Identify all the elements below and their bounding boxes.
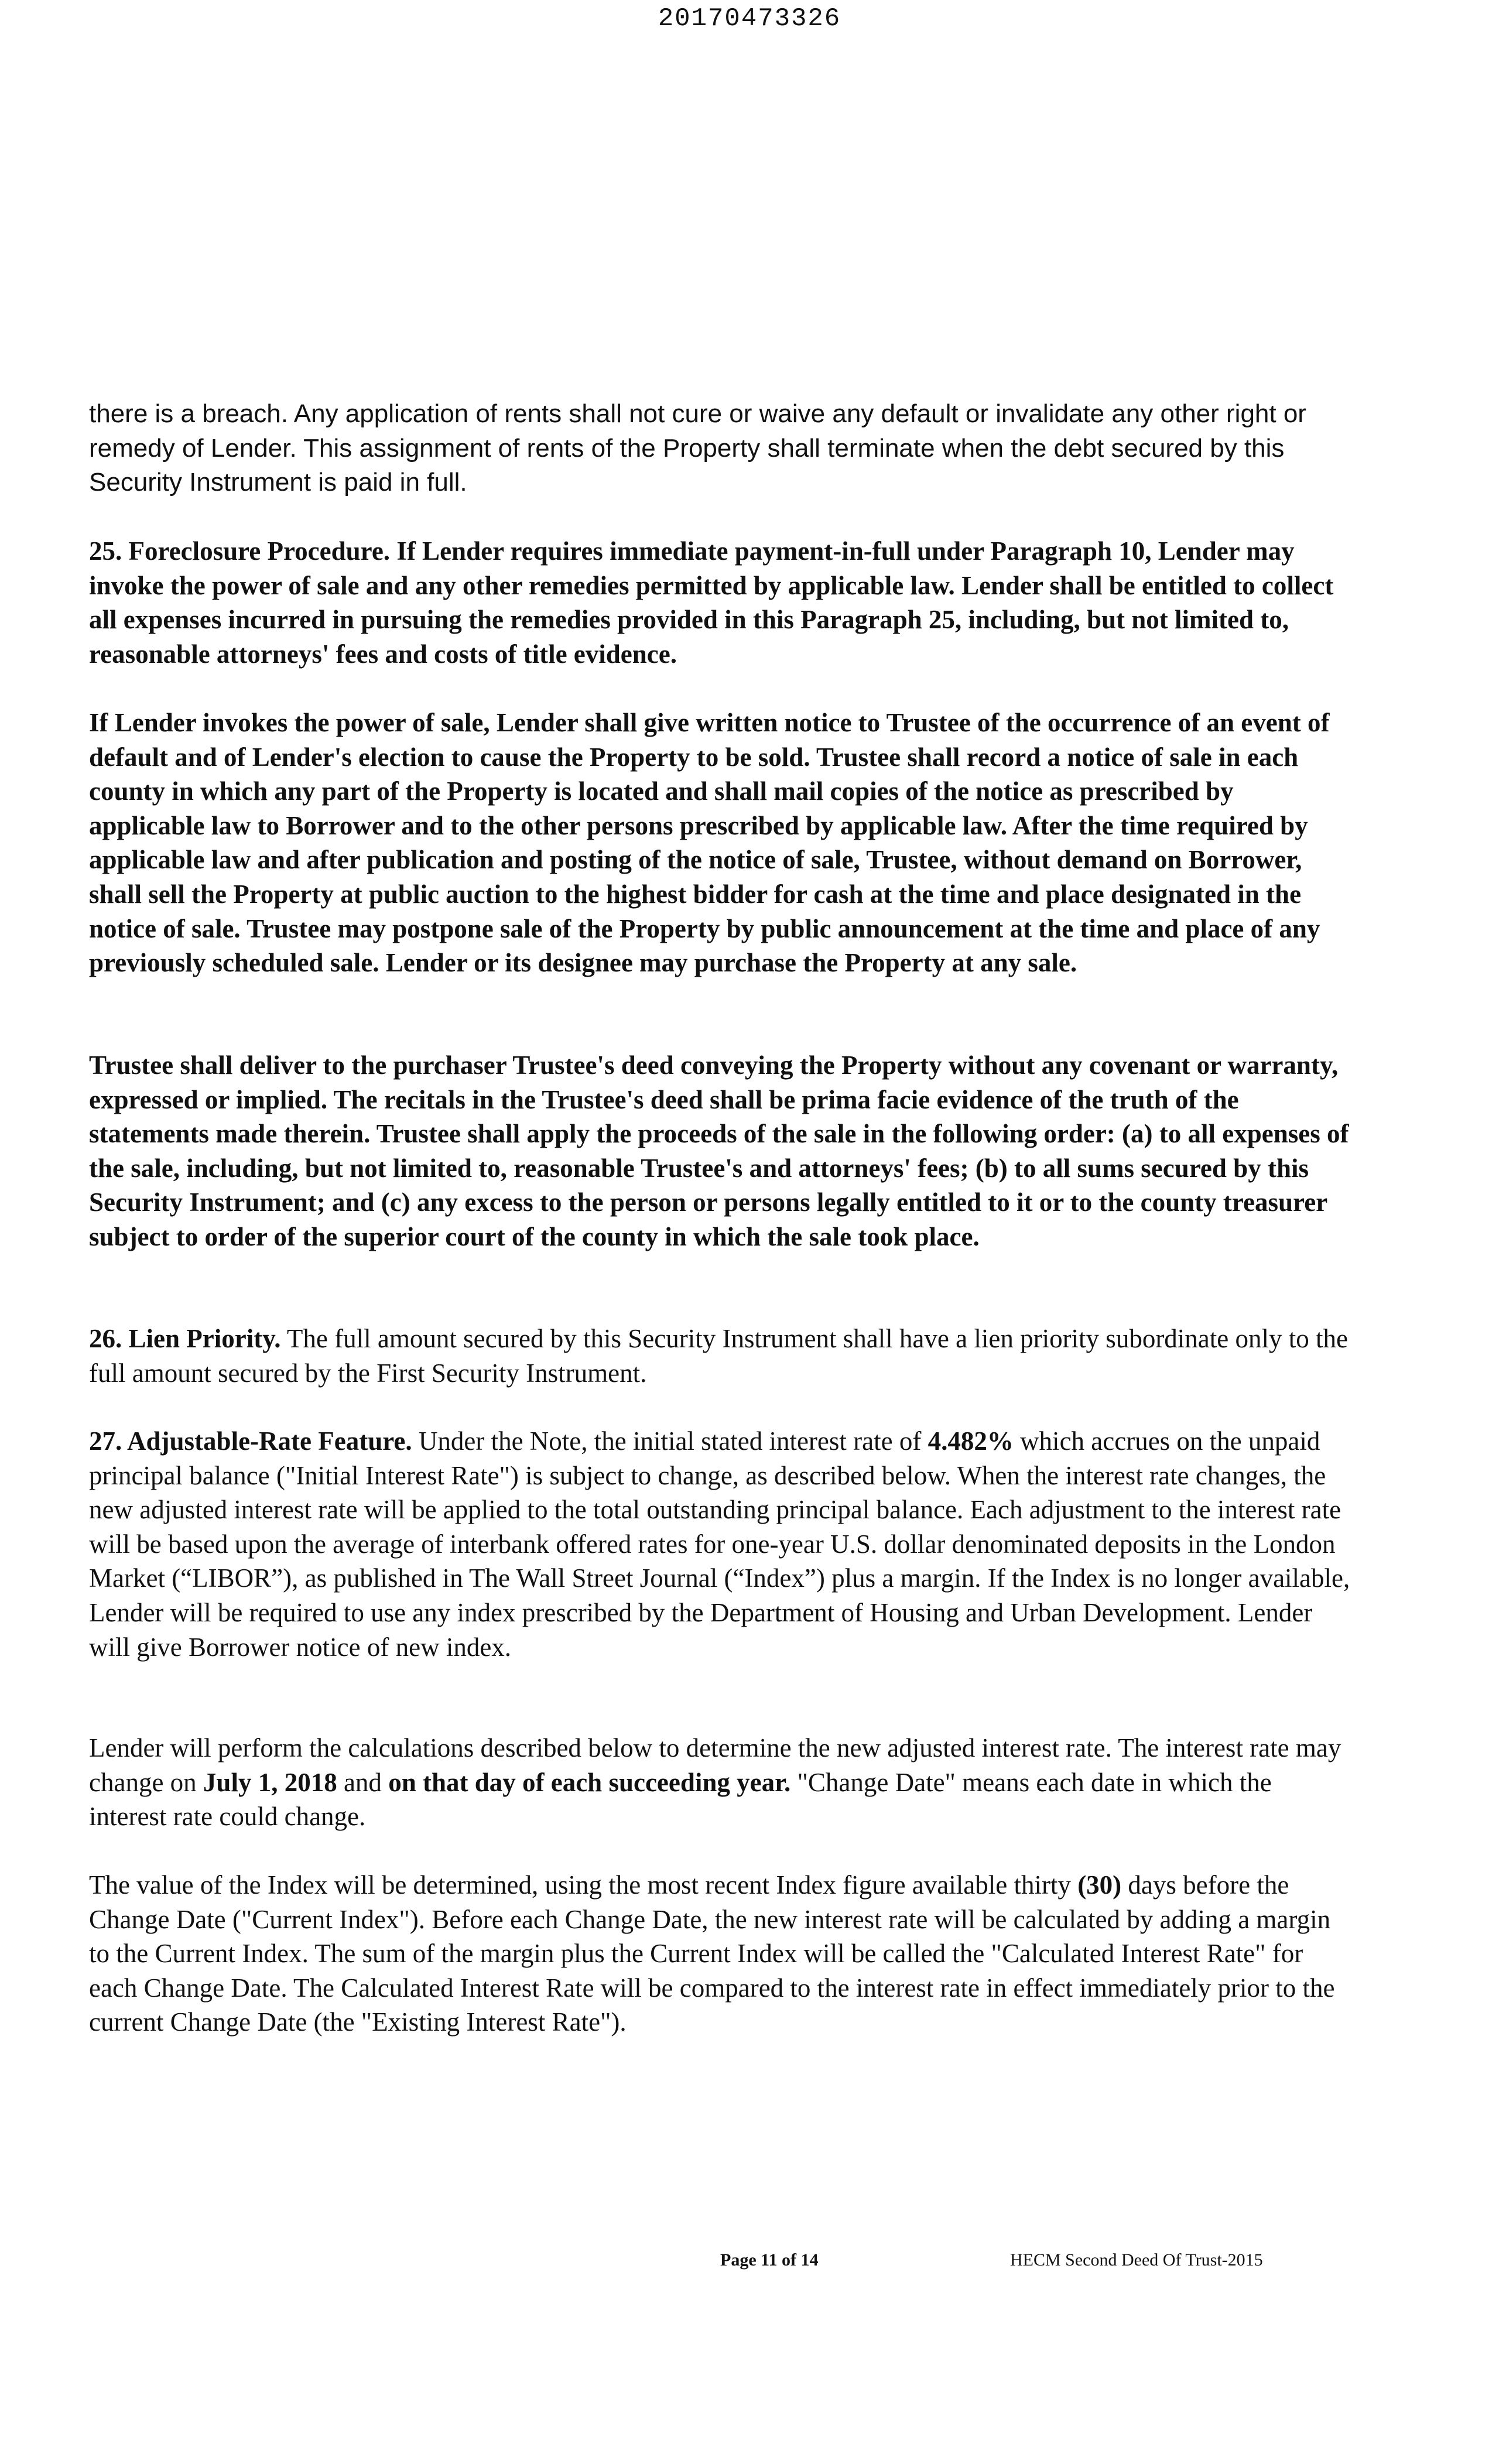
index-lookback-days: (30) [1077, 1870, 1122, 1900]
paragraph-rents-breach: there is a breach. Any application of rents shall not cure or waive any default or invalidate any other right or remedy of Lender. This assignment of rents of the Property shall terminate when the debt secured by this Security Instrument is paid in full. [89, 399, 1306, 497]
page-number: Page 11 of 14 [720, 2250, 819, 2270]
change-date-text-1: Lender will perform the calculations described below to determine the new adjusted interest rate. The interest rate may change on [89, 1733, 1341, 1797]
section-26-lien-priority [89, 1322, 1354, 1390]
document-number: 20170473326 [658, 4, 841, 33]
change-frequency: on that day of each succeeding year. [388, 1767, 791, 1797]
first-change-date: July 1, 2018 [203, 1767, 337, 1797]
section-25-heading: 25. Foreclosure Procedure. [89, 536, 391, 566]
paragraph-trustee-deed: Trustee shall deliver to the purchaser Trustee's deed conveying the Property without any covenant or warranty, expressed or implied. The recitals in the Trustee's deed shall be prima facie evidence of the truth of the statements made therein. Trustee shall apply the proceeds of the sale in the following order: (a) to all expenses of the sale, including, but not limited to, reasonable Trustee's and attorneys' fees; (b) to all sums secured by this Security Instrument; and (c) any excess to the person or persons legally entitled to it or to the county treasurer subject to order of the superior court of the county in which the sale took place. [89, 1050, 1349, 1251]
paragraph-change-date [89, 1731, 1354, 1834]
section-27-text-1: Under the Note, the initial stated interest rate of [418, 1426, 922, 1456]
section-25-text: If Lender requires immediate payment-in-full under Paragraph 10, Lender may invoke the power of sale and any other remedies permitted by applicable law. Lender shall be entitled to collect all expenses incurred in pursuing the remedies provided in this Paragraph 25, including, but not limited to, reasonable attorneys' fees and costs of title evidence. [89, 536, 1334, 669]
index-text-2: days before the Change Date ("Current Index"). Before each Change Date, the new interest rate will be calculated by adding a margin to the Current Index. The sum of the margin plus the Current Index will be called the "Calculated Interest Rate" for each Change Date. The Calculated Interest Rate will be compared to the interest rate in effect immediately prior to the current Change Date (the "Existing Interest Rate"). [89, 1870, 1335, 2037]
document-title-footer: HECM Second Deed Of Trust-2015 [1010, 2250, 1263, 2270]
section-27-text-2: which accrues on the unpaid principal balance ("Initial Interest Rate") is subject to change, as described below. When the interest rate changes, the new adjusted interest rate will be applied to the total outstanding principal balance. Each adjustment to the interest rate will be based upon the average of interbank offered rates for one-year U.S. dollar denominated deposits in the London Market (“LIBOR”), as published in The Wall Street Journal (“Index”) plus a margin. If the Index is no longer available, Lender will be required to use any index prescribed by the Department of Housing and Urban Development. Lender will give Borrower notice of new index. [89, 1426, 1350, 1662]
section-26-heading: 26. Lien Priority. [89, 1324, 281, 1353]
section-26-text: The full amount secured by this Security Instrument shall have a lien priority subordinate only to the full amount secured by the First Security Instrument. [89, 1324, 1348, 1388]
paragraph-power-of-sale: If Lender invokes the power of sale, Lender shall give written notice to Trustee of the occurrence of an event of default and of Lender's election to cause the Property to be sold. Trustee shall record a notice of sale in each county in which any part of the Property is located and shall mail copies of the notice as prescribed by applicable law to Borrower and to the other persons prescribed by applicable law. After the time required by applicable law and after publication and posting of the notice of sale, Trustee, without demand on Borrower, shall sell the Property at public auction to the highest bidder for cash at the time and place designated in the notice of sale. Trustee may postpone sale of the Property by public announcement at the time and place of any previously scheduled sale. Lender or its designee may purchase the Property at any sale. [89, 708, 1330, 978]
initial-interest-rate: 4.482% [928, 1426, 1014, 1456]
paragraph-index-value [89, 1868, 1354, 2039]
index-text-1: The value of the Index will be determined, using the most recent Index figure available thirty [89, 1870, 1071, 1900]
section-27-heading: 27. Adjustable-Rate Feature. [89, 1426, 412, 1456]
section-27-adjustable-rate [89, 1424, 1354, 1664]
change-date-text-2: "Change Date" means each date in which the interest rate could change. [89, 1767, 1272, 1832]
change-date-and: and [343, 1767, 382, 1797]
section-25-foreclosure [89, 534, 1354, 671]
